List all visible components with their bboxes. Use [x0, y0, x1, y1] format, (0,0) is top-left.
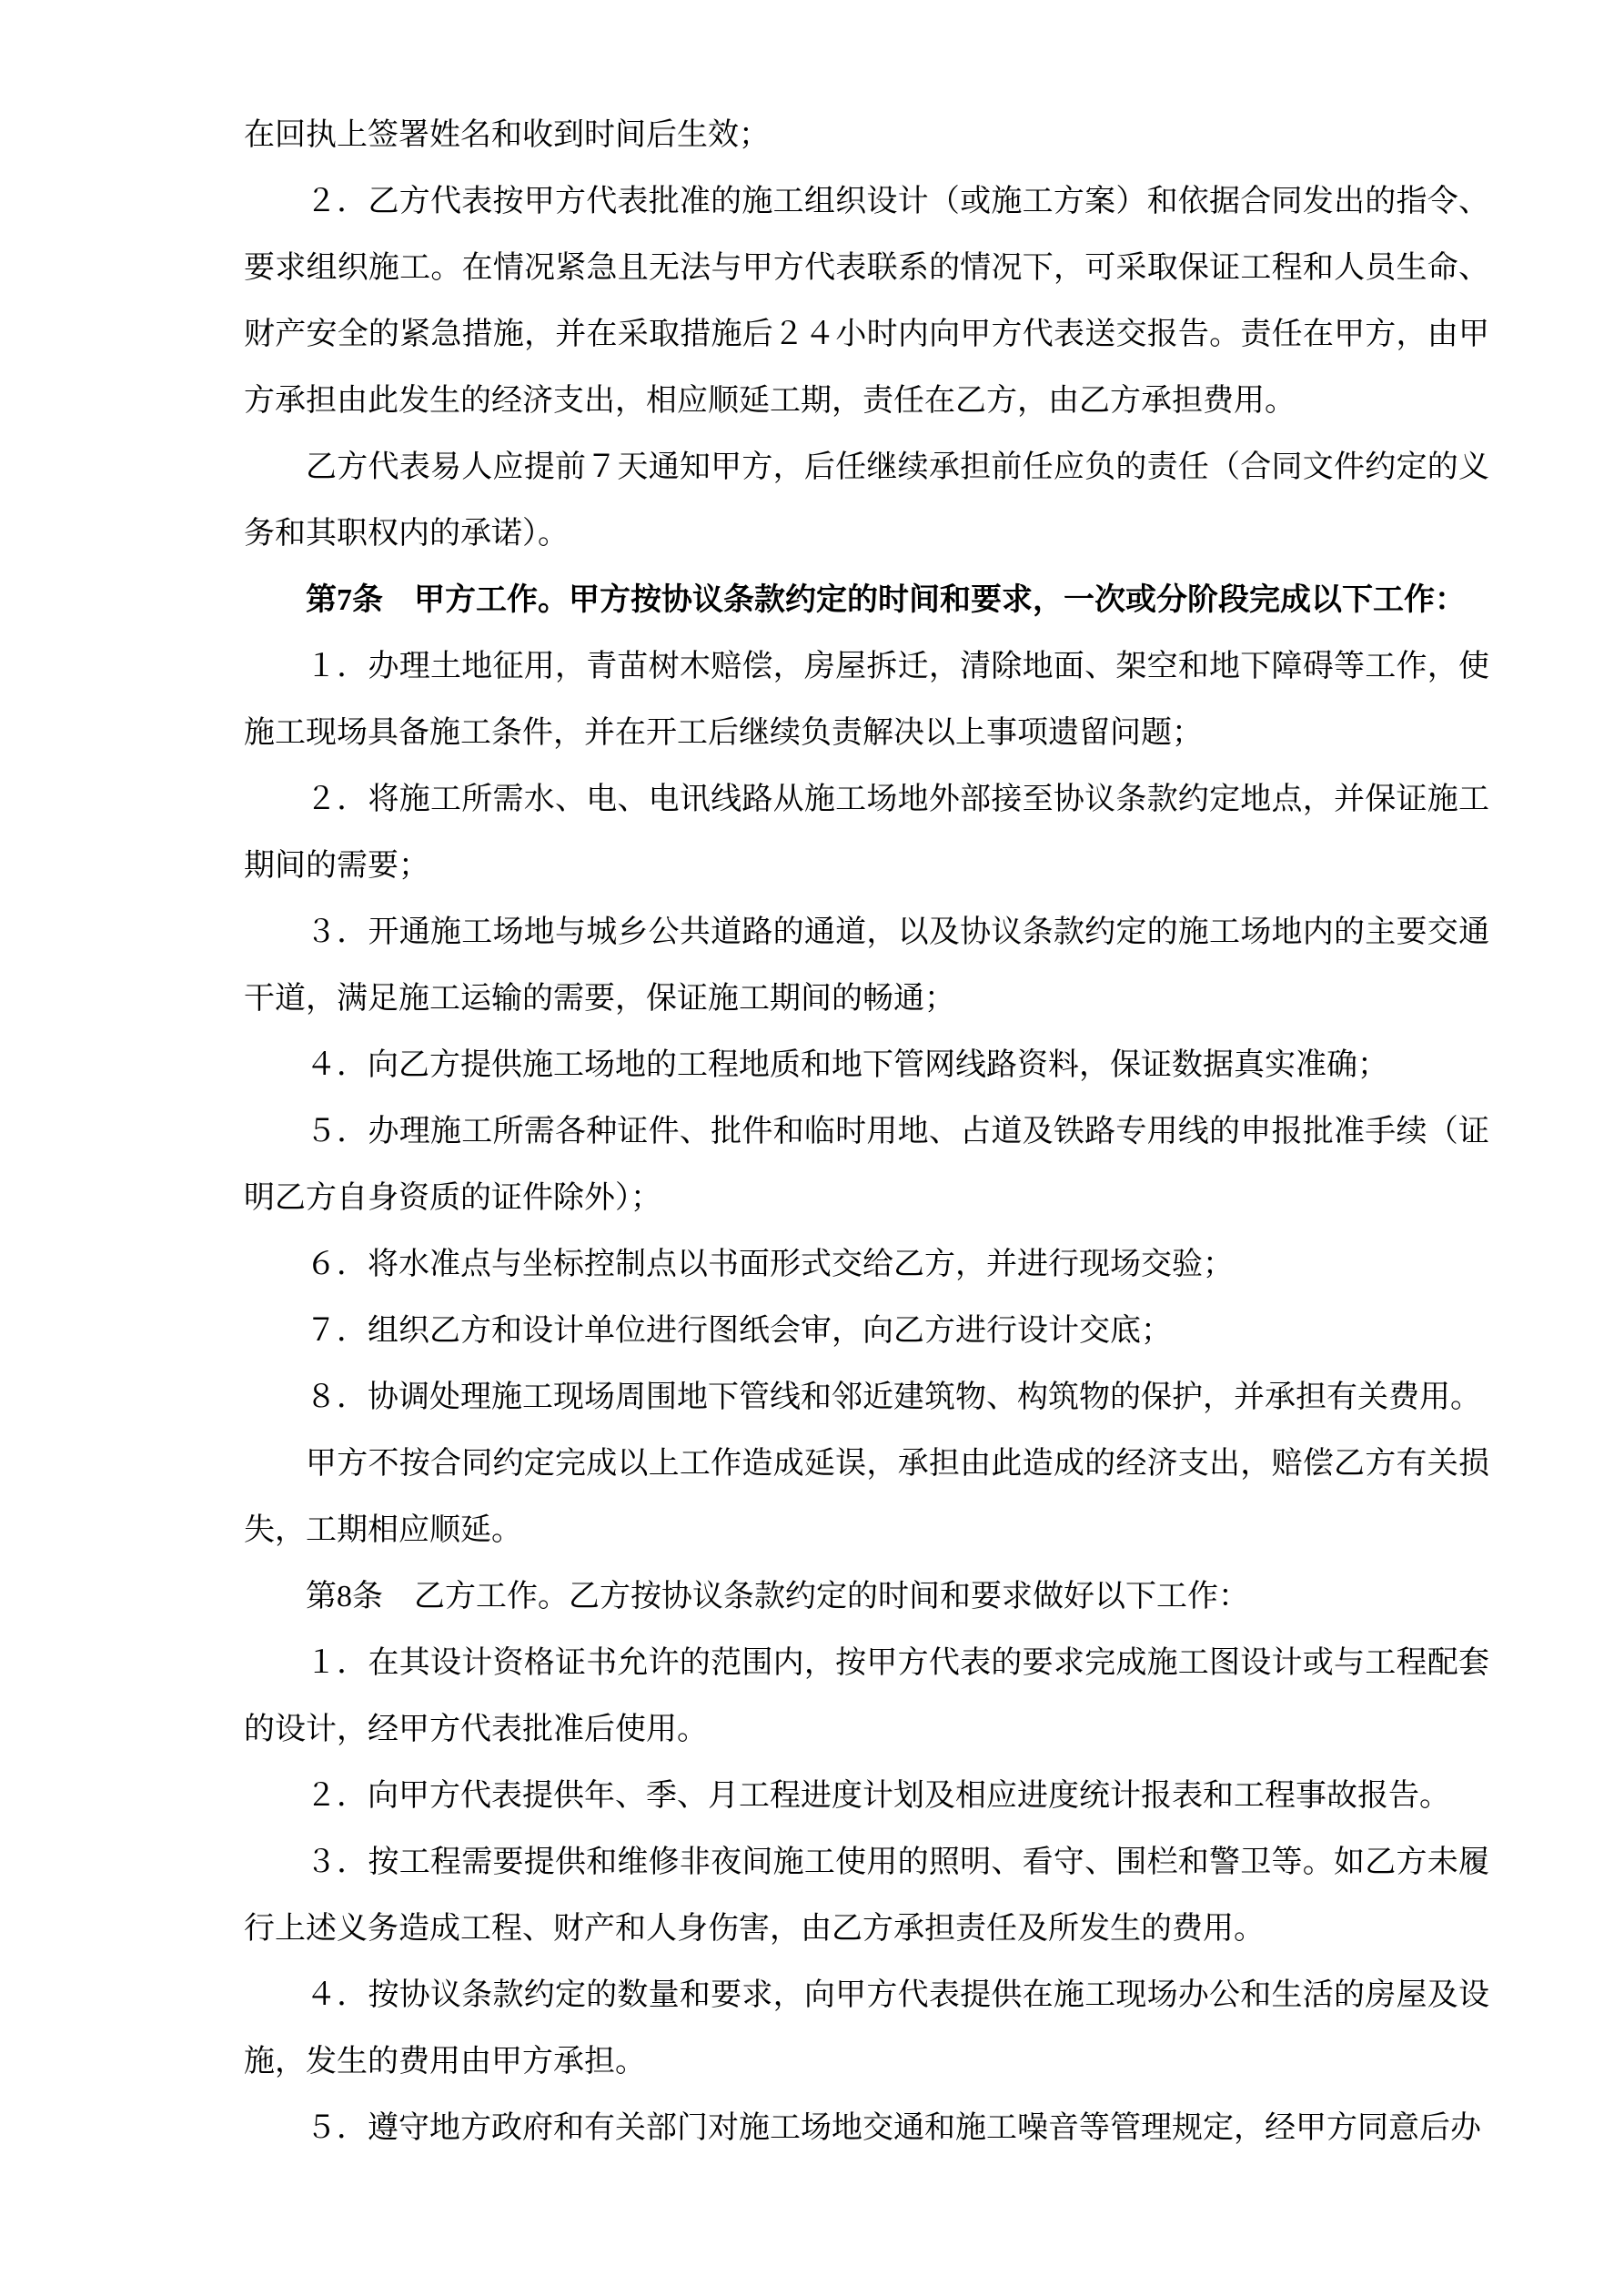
paragraph: ６．将水准点与坐标控制点以书面形式交给乙方，并进行现场交验；	[306, 1248, 1234, 1281]
paragraph: ５．遵守地方政府和有关部门对施工场地交通和施工噪音等管理规定，经甲方同意后办	[306, 2111, 1481, 2145]
paragraph: ２．将施工所需水、电、电讯线路从施工场地外部接至协议条款约定地点，并保证施工期间的需要；	[244, 783, 1489, 883]
paragraph: ５．办理施工所需各种证件、批件和临时用地、占道及铁路专用线的申报批准手续（证明乙方自身资质的证件除外）；	[244, 1115, 1489, 1215]
paragraph: ４．向乙方提供施工场地的工程地质和地下管网线路资料，保证数据真实准确；	[306, 1048, 1388, 1082]
paragraph: ３．按工程需要提供和维修非夜间施工使用的照明、看守、围栏和警卫等。如乙方未履行上述义务造成工程、财产和人身伤害，由乙方承担责任及所发生的费用。	[244, 1846, 1489, 1946]
paragraph: ３．开通施工场地与城乡公共道路的通道，以及协议条款约定的施工场地内的主要交通干道，满足施工运输的需要，保证施工期间的畅通；	[244, 915, 1489, 1016]
document-body	[244, 102, 1489, 2161]
paragraph: １．在其设计资格证书允许的范围内，按甲方代表的要求完成施工图设计或与工程配套的设计，经甲方代表批准后使用。	[244, 1646, 1489, 1746]
clause-heading: 第7条 甲方工作。甲方按协议条款约定的时间和要求，一次或分阶段完成以下工作：	[306, 583, 1466, 617]
paragraph: 第8条 乙方工作。乙方按协议条款约定的时间和要求做好以下工作：	[306, 1580, 1249, 1613]
paragraph: ２．向甲方代表提供年、季、月工程进度计划及相应进度统计报表和工程事故报告。	[306, 1779, 1450, 1813]
paragraph: 在回执上签署姓名和收到时间后生效；	[244, 118, 770, 152]
paragraph: ７．组织乙方和设计单位进行图纸会审，向乙方进行设计交底；	[306, 1314, 1172, 1348]
paragraph: １．办理土地征用，青苗树木赔偿，房屋拆迁，清除地面、架空和地下障碍等工作，使施工现场具备施工条件，并在开工后继续负责解决以上事项遗留问题；	[244, 650, 1489, 750]
paragraph: 甲方不按合同约定完成以上工作造成延误，承担由此造成的经济支出，赔偿乙方有关损失，工期相应顺延。	[244, 1447, 1489, 1547]
paragraph: 乙方代表易人应提前７天通知甲方，后任继续承担前任应负的责任（合同文件约定的义务和其职权内的承诺）。	[244, 450, 1489, 551]
paragraph: ４．按协议条款约定的数量和要求，向甲方代表提供在施工现场办公和生活的房屋及设施，发生的费用由甲方承担。	[244, 1978, 1489, 2079]
paragraph: ８．协调处理施工现场周围地下管线和邻近建筑物、构筑物的保护，并承担有关费用。	[306, 1381, 1481, 1414]
paragraph: ２．乙方代表按甲方代表批准的施工组织设计（或施工方案）和依据合同发出的指令、要求组织施工。在情况紧急且无法与甲方代表联系的情况下，可采取保证工程和人员生命、财产安全的紧急措施，并在采取措施后２４小时内向甲方代表送交报告。责任在甲方，由甲方承担由此发生的经济支出，相应顺延工期，责任在乙方，由乙方承担费用。	[244, 185, 1489, 418]
